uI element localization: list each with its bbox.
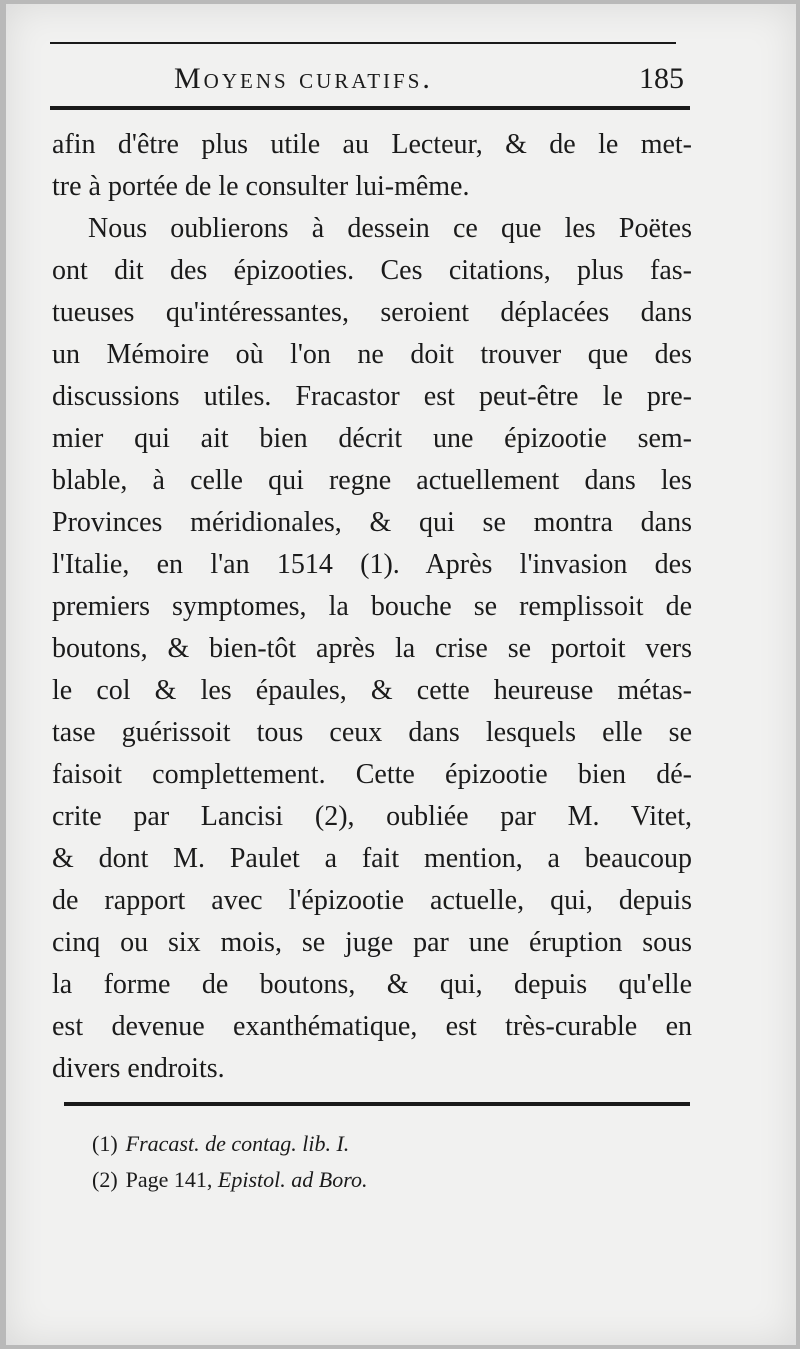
running-header bbox=[174, 62, 694, 102]
text-line: discussions utiles. Fracastor est peut-être le pre- bbox=[52, 381, 692, 412]
text-line: ont dit des épizooties. Ces citations, plus fas- bbox=[52, 255, 692, 286]
footnote bbox=[92, 1162, 652, 1198]
text-line: premiers symptomes, la bouche se remplissoit de bbox=[52, 591, 692, 622]
text-line: est devenue exanthématique, est très-curable en bbox=[52, 1011, 692, 1042]
text-line: divers endroits. bbox=[52, 1053, 225, 1084]
page-number: 185 bbox=[639, 62, 684, 95]
text-line: de rapport avec l'épizootie actuelle, qui, depuis bbox=[52, 885, 692, 916]
body-text bbox=[52, 124, 692, 1090]
text-line: l'Italie, en l'an 1514 (1). Après l'invasion des bbox=[52, 549, 692, 580]
header-bottom-rule bbox=[50, 106, 690, 110]
running-title: Moyens curatifs. bbox=[174, 62, 433, 95]
footnotes bbox=[92, 1126, 652, 1198]
text-line: mier qui ait bien décrit une épizootie sem- bbox=[52, 423, 692, 454]
text-line: Provinces méridionales, & qui se montra dans bbox=[52, 507, 692, 538]
text-line: Nous oublierons à dessein ce que les Poëtes bbox=[88, 213, 692, 244]
text-line: blable, à celle qui regne actuellement dans les bbox=[52, 465, 692, 496]
text-line: la forme de boutons, & qui, depuis qu'elle bbox=[52, 969, 692, 1000]
text-line: un Mémoire où l'on ne doit trouver que des bbox=[52, 339, 692, 370]
footnote-marker: (1) bbox=[92, 1131, 118, 1156]
text-line: cinq ou six mois, se juge par une éruption sous bbox=[52, 927, 692, 958]
text-line: boutons, & bien-tôt après la crise se portoit vers bbox=[52, 633, 692, 664]
footnote-separator bbox=[64, 1102, 690, 1106]
footnote-citation: Epistol. ad Boro. bbox=[217, 1167, 368, 1192]
text-line: tase guérissoit tous ceux dans lesquels elle se bbox=[52, 717, 692, 748]
text-line: faisoit complettement. Cette épizootie bien dé- bbox=[52, 759, 692, 790]
footnote-prefix: Page 141, bbox=[125, 1167, 218, 1192]
footnote-citation: Fracast. de contag. lib. I. bbox=[125, 1131, 350, 1156]
header-top-rule bbox=[50, 42, 676, 44]
text-line: tre à portée de le consulter lui-même. bbox=[52, 171, 470, 202]
footnote bbox=[92, 1126, 652, 1162]
text-line: & dont M. Paulet a fait mention, a beaucoup bbox=[52, 843, 692, 874]
text-line: afin d'être plus utile au Lecteur, & de le met- bbox=[52, 129, 692, 160]
text-line: le col & les épaules, & cette heureuse métas- bbox=[52, 675, 692, 706]
footnote-marker: (2) bbox=[92, 1167, 118, 1192]
book-page bbox=[6, 4, 796, 1345]
text-line: tueuses qu'intéressantes, seroient déplacées dans bbox=[52, 297, 692, 328]
text-line: crite par Lancisi (2), oubliée par M. Vitet, bbox=[52, 801, 692, 832]
